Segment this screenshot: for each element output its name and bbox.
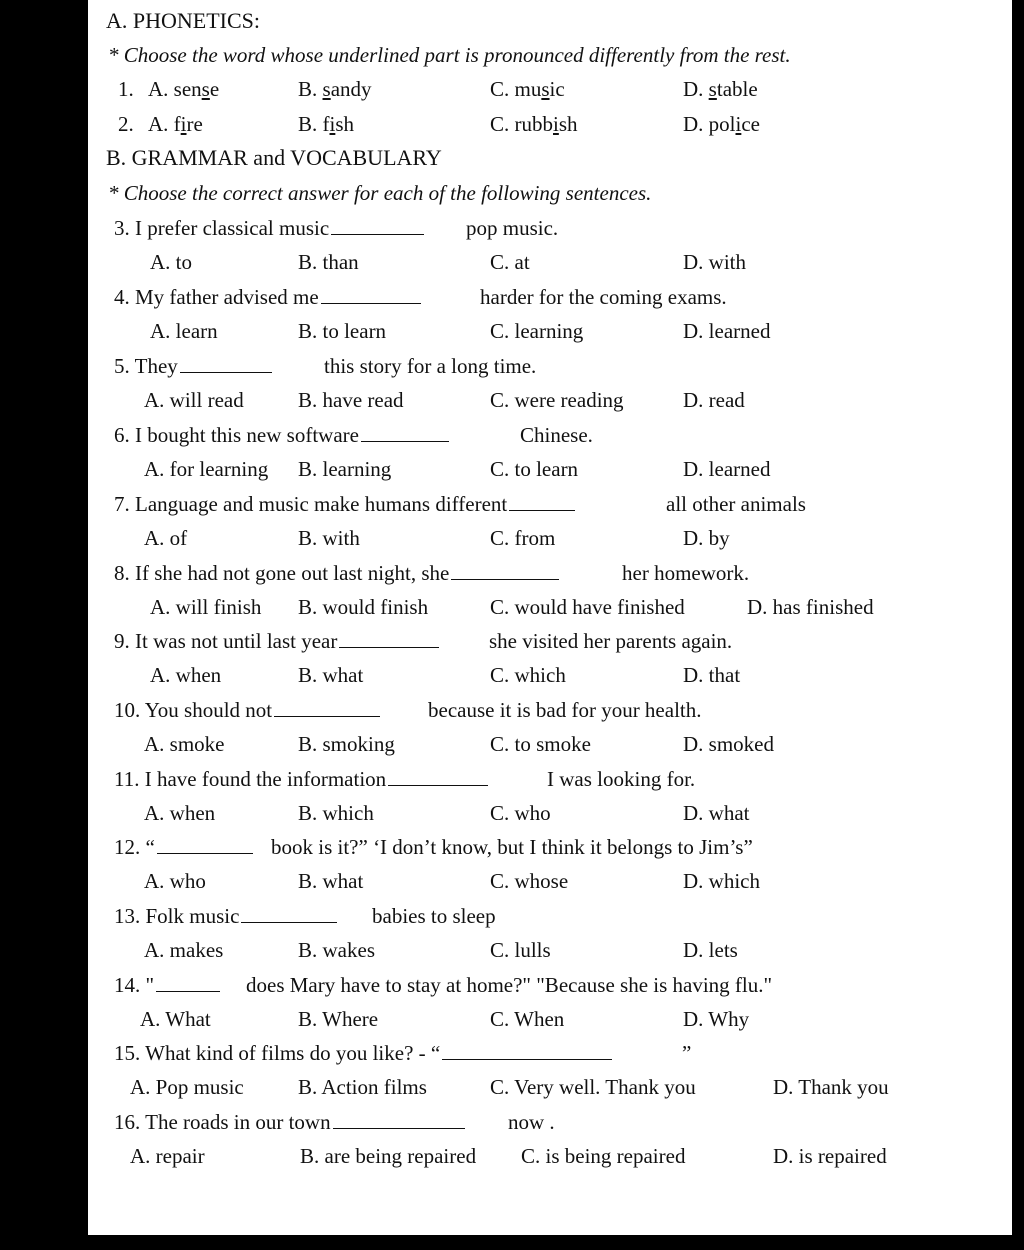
section-a-heading: A. PHONETICS: — [106, 8, 261, 33]
answer-blank — [339, 625, 439, 648]
option-d: D. with — [683, 250, 746, 274]
answer-blank — [361, 419, 449, 442]
answer-blank — [156, 969, 220, 992]
option-a: A. for learning — [144, 457, 269, 481]
answer-blank — [509, 488, 575, 511]
option-b: B. sandy — [298, 77, 372, 101]
option-d: D. police — [683, 112, 760, 136]
options-row — [88, 452, 1012, 486]
option-d: D. smoked — [683, 732, 774, 756]
question-6 — [88, 418, 1012, 452]
options-row — [88, 521, 1012, 555]
question-text-continued: I was looking for. — [547, 767, 696, 791]
question-text-continued: Chinese. — [520, 423, 593, 447]
option-a: A. makes — [144, 938, 224, 962]
option-c: C. lulls — [490, 938, 551, 962]
option-c: C. rubbish — [490, 112, 578, 136]
option-a: A. smoke — [144, 732, 225, 756]
question-text-continued: all other animals — [666, 492, 806, 516]
option-b: B. fish — [298, 112, 355, 136]
option-c: C. from — [490, 526, 556, 550]
option-d: D. is repaired — [773, 1144, 887, 1168]
option-a: A. repair — [130, 1144, 205, 1168]
question-13 — [88, 899, 1012, 933]
question-text: 9. It was not until last year — [114, 624, 441, 658]
question-text: 10. You should not — [114, 693, 382, 727]
option-d: D. Why — [683, 1007, 750, 1031]
option-d: D. learned — [683, 319, 771, 343]
option-a: A. to — [150, 250, 192, 274]
question-8 — [88, 556, 1012, 590]
option-c: C. music — [490, 77, 565, 101]
options-row — [88, 727, 1012, 761]
option-c: C. to learn — [490, 457, 579, 481]
question-text-continued: ” — [682, 1041, 692, 1065]
options-row — [88, 933, 1012, 967]
option-b: B. than — [298, 250, 359, 274]
options-row — [88, 658, 1012, 692]
question-10 — [88, 693, 1012, 727]
option-b: B. Where — [298, 1007, 379, 1031]
option-a: A. What — [140, 1007, 211, 1031]
option-c: C. who — [490, 801, 551, 825]
question-text-continued: babies to sleep — [372, 904, 496, 928]
option-b: B. with — [298, 526, 360, 550]
option-d: D. which — [683, 869, 760, 893]
question-text: 4. My father advised me — [114, 280, 423, 314]
phonetics-question-1: 1. A. sense B. sandy C. music D. stable — [88, 72, 1012, 106]
question-3 — [88, 211, 1012, 245]
option-d: D. what — [683, 801, 750, 825]
option-c: C. to smoke — [490, 732, 591, 756]
question-text: 8. If she had not gone out last night, she — [114, 556, 561, 590]
phonetics-question-2: 2. A. fire B. fish C. rubbish D. police — [88, 107, 1012, 141]
option-b: B. to learn — [298, 319, 387, 343]
question-text-continued: does Mary have to stay at home?" "Because she is having flu." — [246, 973, 773, 997]
option-b: B. wakes — [298, 938, 375, 962]
options-row — [88, 864, 1012, 898]
question-text-continued: harder for the coming exams. — [480, 285, 727, 309]
question-text-continued: because it is bad for your health. — [428, 698, 702, 722]
question-text-continued: book is it?” ‘I don’t know, but I think it belongs to Jim’s” — [271, 835, 753, 859]
option-d: D. Thank you — [773, 1075, 889, 1099]
question-text: 7. Language and music make humans different — [114, 487, 577, 521]
question-text: 12. “ — [114, 830, 255, 864]
question-text-continued: she visited her parents again. — [489, 629, 733, 653]
answer-blank — [442, 1037, 612, 1060]
option-b: B. would finish — [298, 595, 429, 619]
option-a: A. will read — [144, 388, 244, 412]
option-c: C. were reading — [490, 388, 624, 412]
option-c: C. Very well. Thank you — [490, 1075, 696, 1099]
option-c: C. whose — [490, 869, 569, 893]
option-d: D. read — [683, 388, 745, 412]
worksheet-page — [88, 0, 1012, 1235]
answer-blank — [180, 350, 272, 373]
question-16 — [88, 1105, 1012, 1139]
section-b-instruction: * Choose the correct answer for each of the following sentences. — [108, 181, 652, 205]
question-text: 5. They — [114, 349, 274, 383]
options-row — [88, 590, 1012, 624]
option-b: B. what — [298, 869, 364, 893]
question-text: 11. I have found the information — [114, 762, 490, 796]
option-d: D. lets — [683, 938, 738, 962]
option-a: A. of — [144, 526, 188, 550]
option-b: B. are being repaired — [300, 1144, 477, 1168]
option-a: A. sense — [148, 77, 220, 101]
option-c: C. would have finished — [490, 595, 685, 619]
option-a: A. fire — [148, 112, 203, 136]
answer-blank — [241, 900, 337, 923]
option-b: B. Action films — [298, 1075, 427, 1099]
question-7 — [88, 487, 1012, 521]
options-row — [88, 314, 1012, 348]
question-4 — [88, 280, 1012, 314]
option-a: A. will finish — [150, 595, 262, 619]
option-c: C. at — [490, 250, 530, 274]
question-text-continued: now . — [508, 1110, 555, 1134]
option-d: D. that — [683, 663, 741, 687]
answer-blank — [331, 212, 424, 235]
option-b: B. smoking — [298, 732, 395, 756]
question-text: 15. What kind of films do you like? - “ — [114, 1036, 614, 1070]
option-b: B. what — [298, 663, 364, 687]
question-text: 16. The roads in our town — [114, 1105, 467, 1139]
question-text-continued: pop music. — [466, 216, 559, 240]
option-a: A. when — [150, 663, 222, 687]
section-b-heading: B. GRAMMAR and VOCABULARY — [106, 145, 442, 170]
options-row — [88, 1070, 1012, 1104]
option-a: A. learn — [150, 319, 218, 343]
option-c: C. When — [490, 1007, 565, 1031]
answer-blank — [451, 557, 559, 580]
option-b: B. learning — [298, 457, 392, 481]
question-5 — [88, 349, 1012, 383]
options-row — [88, 383, 1012, 417]
option-c: C. learning — [490, 319, 584, 343]
options-row — [88, 245, 1012, 279]
answer-blank — [274, 694, 380, 717]
question-9 — [88, 624, 1012, 658]
option-d: D. learned — [683, 457, 771, 481]
option-d: D. stable — [683, 77, 758, 101]
answer-blank — [388, 763, 488, 786]
question-11 — [88, 762, 1012, 796]
question-text: 6. I bought this new software — [114, 418, 451, 452]
option-b: B. have read — [298, 388, 404, 412]
question-12 — [88, 830, 1012, 864]
question-text: 3. I prefer classical music — [114, 211, 426, 245]
question-text: 13. Folk music — [114, 899, 339, 933]
question-text-continued: her homework. — [622, 561, 750, 585]
question-15 — [88, 1036, 1012, 1070]
option-a: A. who — [144, 869, 206, 893]
options-row — [88, 1002, 1012, 1036]
option-a: A. Pop music — [130, 1075, 244, 1099]
option-d: D. has finished — [747, 595, 874, 619]
answer-blank — [157, 831, 253, 854]
option-b: B. which — [298, 801, 374, 825]
options-row — [88, 1139, 1012, 1173]
question-14 — [88, 968, 1012, 1002]
question-text: 14. " — [114, 968, 222, 1002]
option-a: A. when — [144, 801, 216, 825]
option-c: C. is being repaired — [521, 1144, 686, 1168]
question-text-continued: this story for a long time. — [324, 354, 537, 378]
option-d: D. by — [683, 526, 730, 550]
options-row — [88, 796, 1012, 830]
answer-blank — [321, 281, 421, 304]
answer-blank — [333, 1106, 465, 1129]
option-c: C. which — [490, 663, 566, 687]
section-a-instruction: * Choose the word whose underlined part is pronounced differently from the rest. — [108, 43, 791, 67]
